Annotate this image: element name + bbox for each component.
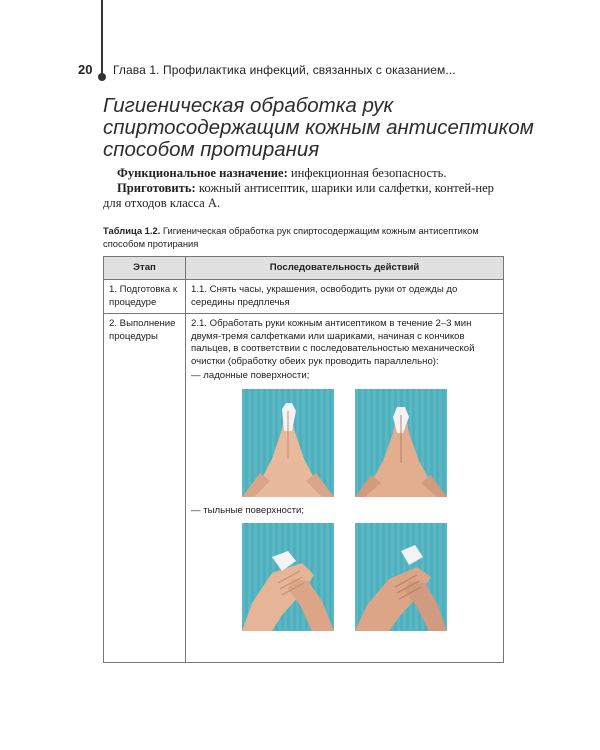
- running-title: Глава 1. Профилактика инфекций, связанных с оказанием...: [113, 63, 456, 77]
- action-cell: 1.1. Снять часы, украшения, освободить руки от одежды до середины предплечья: [186, 280, 504, 314]
- palm-rub-photo-2: [355, 389, 447, 497]
- table-header-row: [104, 257, 504, 280]
- back-photos: [191, 523, 498, 631]
- table-caption-text: Гигиеническая обработка рук спиртосодержащим кожным антисептиком способом протирания: [103, 225, 479, 249]
- prepare-paragraph: [103, 181, 503, 211]
- palm-surfaces-note: — ладонные поверхности;: [191, 370, 310, 381]
- purpose-paragraph: [103, 166, 503, 181]
- procedure-table: [103, 256, 504, 663]
- title-line-2: спиртосодержащим кожным антисептиком: [103, 116, 534, 139]
- title-line-1: Гигиеническая обработка рук: [103, 94, 394, 117]
- table-row: [104, 314, 504, 663]
- palm-photos: [191, 389, 498, 497]
- table-caption: [103, 224, 503, 250]
- purpose-label: Функциональное назначение:: [117, 166, 288, 180]
- page-number: 20: [78, 62, 93, 77]
- purpose-text: инфекционная безопасность.: [287, 166, 447, 180]
- header-actions: Последовательность действий: [186, 257, 504, 280]
- stage-cell: 1. Подготовка к процедуре: [104, 280, 186, 314]
- table-row: [104, 280, 504, 314]
- title-line-3: способом протирания: [103, 138, 320, 161]
- palm-rub-photo-1: [242, 389, 334, 497]
- back-rub-photo-1: [242, 523, 334, 631]
- action-cell: [186, 314, 504, 663]
- margin-rule-dot: [98, 73, 106, 81]
- prepare-text: кожный антисептик, шарики или салфетки, контей-нер для отходов класса А.: [103, 181, 494, 210]
- margin-rule: [101, 0, 103, 76]
- prepare-label: Приготовить:: [117, 181, 196, 195]
- header-stage: Этап: [104, 257, 186, 280]
- back-rub-photo-2: [355, 523, 447, 631]
- action-text: 2.1. Обработать руки кожным антисептиком в течение 2–3 мин двумя-тремя салфетками или шариками, начиная с кончиков пальцев, в соответствии с последовательностью механической очистки (обработку обеих рук проводить параллельно):: [191, 318, 475, 367]
- stage-cell: 2. Выполнение процедуры: [104, 314, 186, 663]
- back-surfaces-note: — тыльные поверхности;: [191, 504, 305, 516]
- table-caption-label: Таблица 1.2.: [103, 225, 161, 236]
- section-title: [103, 95, 533, 161]
